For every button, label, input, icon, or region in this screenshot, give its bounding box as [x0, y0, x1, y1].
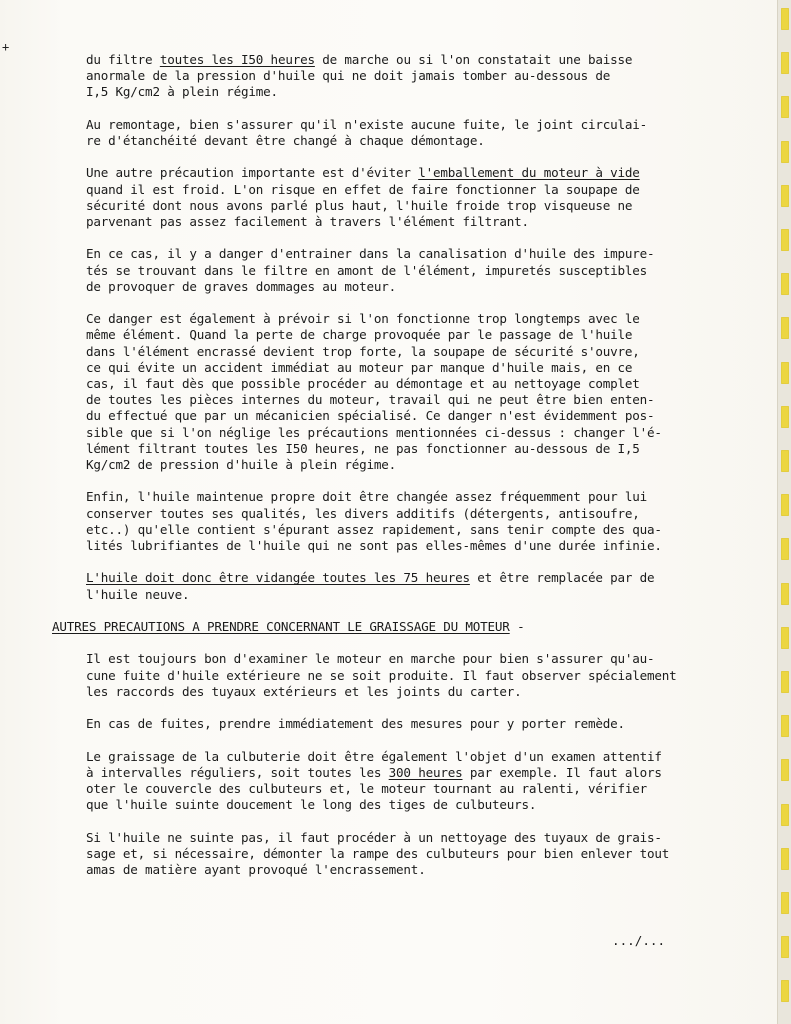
- text-line: [86, 182, 736, 198]
- text-run: conserver toutes ses qualités, les divers additifs (détergents, antisoufre,: [86, 505, 640, 521]
- paragraph: [86, 749, 736, 814]
- text-line: [86, 684, 736, 700]
- text-line: [86, 862, 736, 878]
- text-line: [86, 522, 736, 538]
- text-line: [86, 344, 736, 360]
- paragraph: [86, 570, 736, 602]
- underlined-text: l'emballement du moteur à vide: [418, 165, 640, 181]
- text-run: Il est toujours bon d'examiner le moteur en marche pour bien s'assurer qu'au-: [86, 651, 655, 667]
- text-run: et être remplacée par de: [469, 570, 655, 586]
- text-run: de marche ou si l'on constatait une baisse: [314, 52, 633, 67]
- binding-tab: [781, 52, 789, 74]
- text-line: [86, 781, 736, 797]
- text-run: Une autre précaution importante est d'éviter: [86, 165, 419, 181]
- text-run: En cas de fuites, prendre immédiatement des mesures pour y porter remède.: [86, 716, 625, 732]
- binding-tab: [781, 671, 789, 693]
- text-line: [86, 117, 736, 133]
- text-line: [86, 198, 736, 214]
- text-line: [86, 587, 736, 603]
- text-line: [86, 765, 736, 781]
- text-run: Au remontage, bien s'assurer qu'il n'existe aucune fuite, le joint circulai-: [86, 116, 648, 132]
- section-heading: [52, 619, 736, 635]
- binding-tab: [781, 141, 789, 163]
- text-line: [86, 441, 736, 457]
- text-run: ce qui évite un accident immédiat au moteur par manque d'huile mais, en ce: [86, 359, 633, 375]
- paragraph: [86, 489, 736, 554]
- text-run: En ce cas, il y a danger d'entrainer dans la canalisation d'huile des impure-: [86, 246, 655, 262]
- text-line: [86, 651, 736, 667]
- binding-tab: [781, 406, 789, 428]
- binding-tab: [781, 273, 789, 295]
- text-line: [86, 716, 736, 732]
- paragraph: [86, 246, 736, 295]
- text-line: [86, 830, 736, 846]
- text-line: [86, 749, 736, 765]
- text-run: que l'huile suinte doucement le long des tiges de culbuteurs.: [86, 797, 537, 813]
- text-line: [86, 52, 736, 68]
- paragraph: [86, 117, 736, 149]
- binding-tab: [781, 229, 789, 251]
- margin-mark: +: [2, 40, 10, 54]
- document-body: [52, 52, 736, 894]
- text-line: [86, 360, 736, 376]
- text-run: oter le couvercle des culbuteurs et, le moteur tournant au ralenti, vérifier: [86, 780, 648, 796]
- binding-tab: [781, 317, 789, 339]
- text-run: cas, il faut dès que possible procéder au démontage et au nettoyage complet: [86, 376, 640, 391]
- text-run: sécurité dont nous avons parlé plus haut, l'huile froide trop visqueuse ne: [86, 197, 633, 213]
- text-run: sible que si l'on néglige les précautions mentionnées ci-dessus : changer l'é-: [86, 424, 662, 440]
- text-run: de toutes les pièces internes du moteur, travail qui ne peut être bien enten-: [86, 392, 655, 408]
- text-run: sage et, si nécessaire, démonter la rampe des culbuteurs pour bien enlever tout: [86, 845, 670, 861]
- text-line: [86, 68, 736, 84]
- underlined-text: L'huile doit donc être vidangée toutes les 75 heures: [86, 570, 470, 586]
- text-run: Kg/cm2 de pression d'huile à plein régime.: [86, 457, 397, 473]
- paragraph: [86, 52, 736, 101]
- text-line: [52, 619, 736, 635]
- paragraph: [86, 651, 736, 700]
- text-line: [86, 376, 736, 392]
- text-line: [86, 392, 736, 408]
- text-line: [86, 84, 736, 100]
- binding-tab: [781, 804, 789, 826]
- text-run: anormale de la pression d'huile qui ne doit jamais tomber au-dessous de: [86, 68, 611, 84]
- text-line: [86, 165, 736, 181]
- text-run: lément filtrant toutes les I50 heures, ne pas fonctionner au-dessous de I,5: [86, 440, 640, 456]
- text-line: [86, 133, 736, 149]
- text-run: I,5 Kg/cm2 à plein régime.: [86, 84, 278, 100]
- text-run: même élément. Quand la perte de charge provoquée par le passage de l'huile: [86, 327, 633, 343]
- text-run: Enfin, l'huile maintenue propre doit être changée assez fréquemment pour lui: [86, 489, 648, 505]
- binding-tab: [781, 362, 789, 384]
- text-run: du effectué que par un mécanicien spécialisé. Ce danger n'est évidemment pos-: [86, 408, 655, 424]
- text-line: [86, 425, 736, 441]
- text-run: cune fuite d'huile extérieure ne se soit produite. Il faut observer spécialement: [86, 667, 677, 683]
- underlined-text: AUTRES PRECAUTIONS A PRENDRE CONCERNANT LE GRAISSAGE DU MOTEUR: [52, 619, 510, 634]
- binding-tab: [781, 892, 789, 914]
- spiral-binding: [777, 0, 791, 1024]
- binding-tab: [781, 848, 789, 870]
- text-run: les raccords des tuyaux extérieurs et les joints du carter.: [86, 683, 522, 699]
- text-line: [86, 538, 736, 554]
- text-run: l'huile neuve.: [86, 586, 190, 602]
- binding-tab: [781, 538, 789, 560]
- binding-tab: [781, 715, 789, 737]
- binding-tab: [781, 759, 789, 781]
- page-continuation: .../...: [612, 933, 666, 948]
- text-run: Ce danger est également à prévoir si l'on fonctionne trop longtemps avec le: [86, 311, 640, 327]
- text-line: [86, 457, 736, 473]
- binding-tab: [781, 627, 789, 649]
- text-run: de provoquer de graves dommages au moteur.: [86, 278, 397, 294]
- text-line: [86, 279, 736, 295]
- binding-tab: [781, 96, 789, 118]
- text-line: [86, 246, 736, 262]
- text-run: amas de matière ayant provoqué l'encrassement.: [86, 861, 426, 877]
- text-line: [86, 797, 736, 813]
- binding-tab: [781, 583, 789, 605]
- binding-tab: [781, 936, 789, 958]
- paragraph: [86, 830, 736, 879]
- text-line: [86, 327, 736, 343]
- text-run: etc..) qu'elle contient s'épurant assez rapidement, sans tenir compte des qua-: [86, 521, 662, 537]
- text-line: [86, 263, 736, 279]
- text-line: [86, 311, 736, 327]
- binding-tab: [781, 450, 789, 472]
- binding-tab: [781, 494, 789, 516]
- underlined-text: toutes les I50 heures: [159, 52, 315, 67]
- text-run: Le graissage de la culbuterie doit être également l'objet d'un examen attentif: [86, 748, 662, 764]
- text-run: à intervalles réguliers, soit toutes les: [86, 764, 389, 780]
- paragraph: [86, 716, 736, 732]
- text-line: [86, 668, 736, 684]
- text-line: [86, 214, 736, 230]
- text-run: dans l'élément encrassé devient trop forte, la soupape de sécurité s'ouvre,: [86, 343, 640, 359]
- text-run: parvenant pas assez facilement à travers l'élément filtrant.: [86, 214, 529, 229]
- underlined-text: 300 heures: [388, 764, 463, 780]
- text-run: lités lubrifiantes de l'huile qui ne sont pas elles-mêmes d'une durée infinie.: [86, 538, 662, 554]
- binding-tab: [781, 980, 789, 1002]
- text-run: quand il est froid. L'on risque en effet de faire fonctionner la soupape de: [86, 181, 640, 197]
- text-run: tés se trouvant dans le filtre en amont de l'élément, impuretés susceptibles: [86, 262, 648, 278]
- text-run: par exemple. Il faut alors: [462, 764, 662, 780]
- paragraph: [86, 165, 736, 230]
- text-run: du filtre: [86, 52, 160, 67]
- text-line: [86, 570, 736, 586]
- text-run: re d'étanchéité devant être changé à chaque démontage.: [86, 133, 485, 148]
- text-line: [86, 408, 736, 424]
- paragraph: [86, 311, 736, 473]
- text-line: [86, 506, 736, 522]
- text-line: [86, 846, 736, 862]
- text-line: [86, 489, 736, 505]
- binding-tab: [781, 8, 789, 30]
- binding-tab: [781, 185, 789, 207]
- text-run: Si l'huile ne suinte pas, il faut procéder à un nettoyage des tuyaux de grais-: [86, 829, 662, 845]
- text-run: -: [509, 619, 525, 634]
